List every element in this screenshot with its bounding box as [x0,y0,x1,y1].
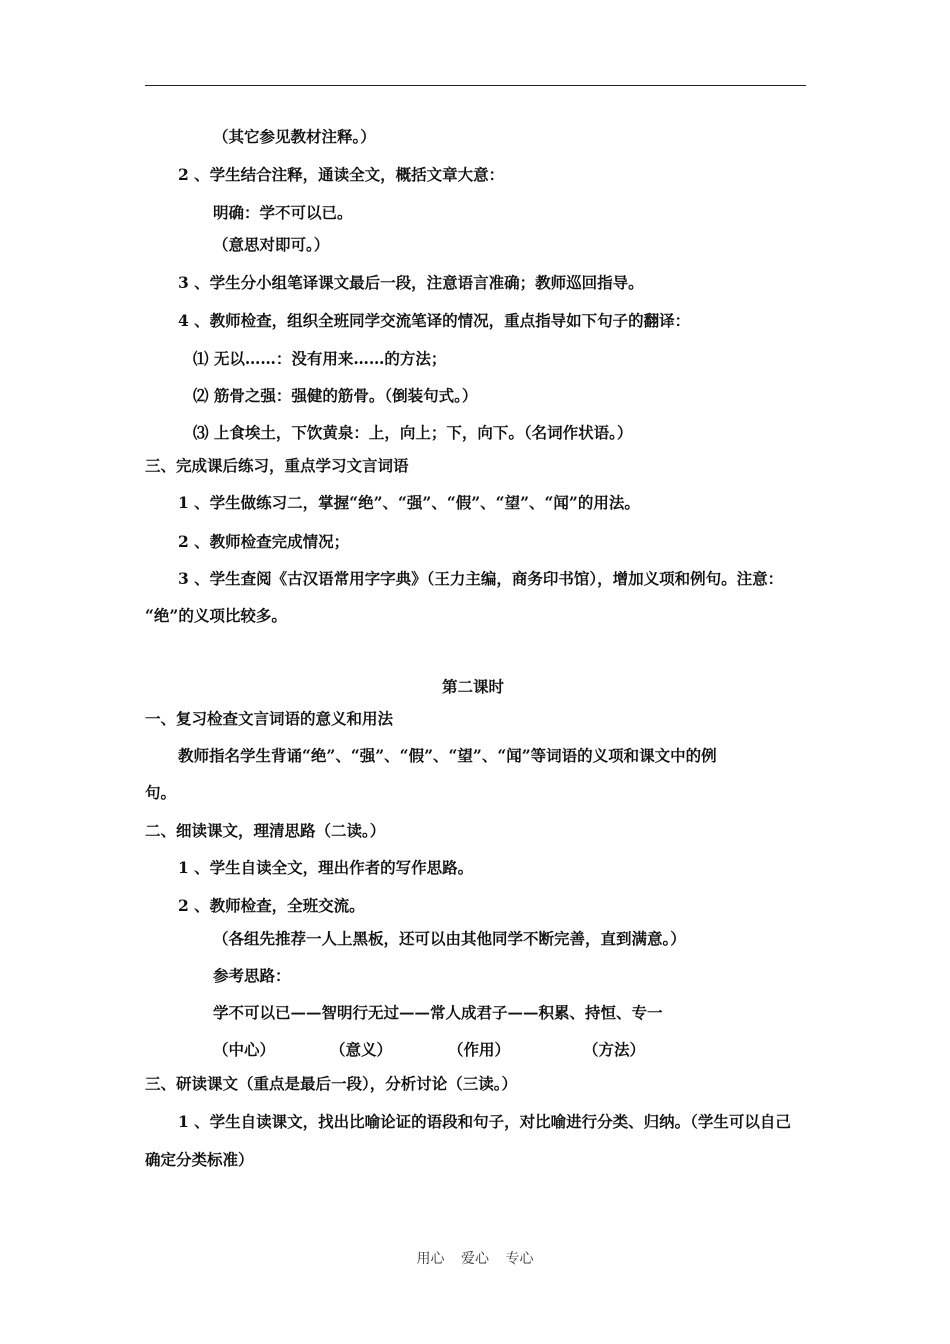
footer-text: 专心 [505,1251,534,1267]
lesson-title: 第二课时 [442,677,505,696]
list-item: ⑵ 筋骨之强：强健的筋骨。（倒装句式。） [193,386,478,405]
paragraph-line: （其它参见教材注释。） [213,127,376,146]
paragraph-line: 3 、学生分小组笔译课文最后一段，注意语言准确；教师巡回指导。 [178,273,644,292]
section-heading: 三、完成课后练习，重点学习文言词语 [145,456,409,475]
paragraph-line: 4 、教师检查，组织全班同学交流笔译的情况，重点指导如下句子的翻译： [178,311,691,330]
diagram-label: （中心） [213,1040,276,1059]
footer-text: 用心 [416,1251,445,1267]
header-rule [145,85,806,86]
paragraph-line: 2 、学生结合注释，通读全文，概括文章大意： [178,165,505,184]
paragraph-line: 1 、学生做练习二，掌握“绝”、“强”、“假”、“望”、“闻”的用法。 [178,493,640,512]
paragraph-line: 确定分类标准） [145,1150,254,1169]
list-item: ⑶ 上食埃土，下饮黄泉：上，向上；下，向下。（名词作状语。） [193,423,633,442]
paragraph-line: 学不可以已——智明行无过——常人成君子——积累、持恒、专一 [213,1003,663,1022]
paragraph-line: 明确：学不可以已。 [213,203,353,222]
diagram-label: （作用） [448,1040,511,1059]
section-heading: 三、研读课文（重点是最后一段），分析讨论（三读。） [145,1074,518,1093]
paragraph-line: “绝”的义项比较多。 [145,606,287,625]
section-heading: 一、复习检查文言词语的意义和用法 [145,709,394,728]
paragraph-line: 参考思路： [213,966,291,985]
footer-text: 爱心 [461,1251,489,1267]
paragraph-line: （意思对即可。） [213,235,330,254]
paragraph-line: 2 、教师检查，全班交流。 [178,896,365,915]
paragraph-line: 1 、学生自读全文，理出作者的写作思路。 [178,858,474,877]
paragraph-line: 1 、学生自读课文，找出比喻论证的语段和句子，对比喻进行分类、归纳。（学生可以自己 [178,1112,791,1131]
section-heading: 二、细读课文，理清思路（二读。） [145,821,386,840]
paragraph-line: （各组先推荐一人上黑板，还可以由其他同学不断完善，直到满意。） [213,929,686,948]
paragraph-line: 教师指名学生背诵“绝”、“强”、“假”、“望”、“闻”等词语的义项和课文中的例 [178,746,717,765]
list-item: ⑴ 无以……：没有用来……的方法； [193,349,447,368]
page-footer [0,1248,950,1268]
paragraph-line: 句。 [145,783,177,802]
diagram-label: （方法） [583,1040,646,1059]
diagram-label: （意义） [330,1040,393,1059]
paragraph-line: 3 、学生查阅《古汉语常用字字典》（王力主编，商务印书馆），增加义项和例句。注意： [178,569,784,588]
paragraph-line: 2 、教师检查完成情况； [178,532,350,551]
